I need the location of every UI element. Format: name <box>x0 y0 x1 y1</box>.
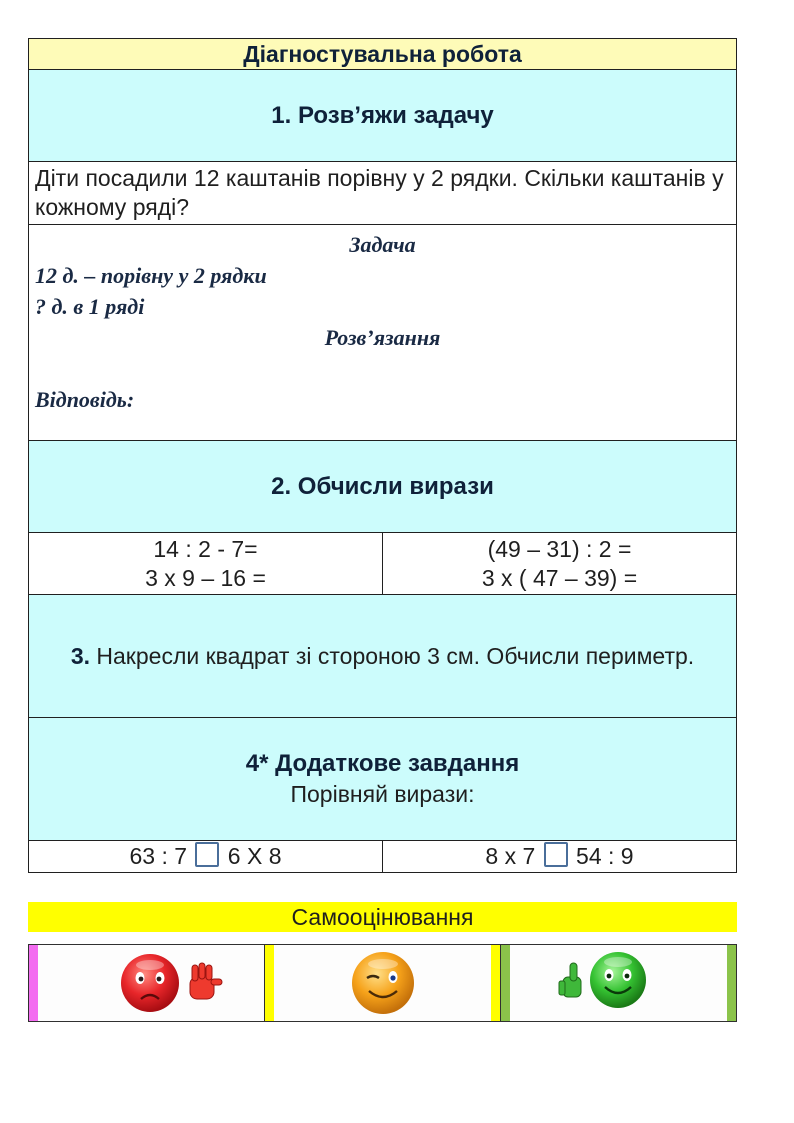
condition-line-2: ? д. в 1 ряді <box>35 294 145 319</box>
task1-solution-area[interactable] <box>28 225 737 441</box>
task4-subtitle: Порівняй вирази: <box>290 781 475 807</box>
happy-face-icon <box>501 945 736 1021</box>
solution-title: Розв’язання <box>324 325 441 350</box>
expression: 8 х 7 <box>485 843 536 869</box>
stop-hand-icon <box>29 945 264 1021</box>
expression: 14 : 2 - 7= <box>153 536 258 562</box>
task3-text-block <box>71 641 694 672</box>
solution-blank <box>35 353 730 384</box>
expression: 63 : 7 <box>129 843 188 869</box>
task3-text: Накресли квадрат зі стороною 3 см. Обчисли периметр. <box>96 642 695 669</box>
comparison-left <box>29 841 382 872</box>
answer-label: Відповідь: <box>35 387 135 412</box>
task3-number: 3. <box>70 642 90 669</box>
self-assessment-option-neutral[interactable] <box>264 945 500 1021</box>
task2-expressions <box>28 533 737 595</box>
expression: 6 Х 8 <box>227 843 282 869</box>
task4-heading: 4* Додаткове завдання <box>245 750 520 777</box>
expression: 3 х 9 – 16 = <box>145 565 266 591</box>
expression: 3 х ( 47 – 39) = <box>481 565 638 591</box>
worksheet <box>28 38 737 873</box>
expression: (49 – 31) : 2 = <box>487 536 632 562</box>
expressions-left <box>29 533 382 594</box>
worksheet-title: Діагностувальна робота <box>28 38 737 70</box>
self-assessment-option-sad[interactable] <box>29 945 264 1021</box>
task4 <box>28 718 737 841</box>
task2-heading: 2. Обчисли вирази <box>28 441 737 533</box>
comparison-right <box>382 841 736 872</box>
self-assessment-faces <box>28 944 737 1022</box>
condition-line-1: 12 д. – порівну у 2 рядки <box>35 263 267 288</box>
expressions-right <box>382 533 736 594</box>
task3 <box>28 595 737 718</box>
condition-title: Задача <box>349 232 416 257</box>
expression: 54 : 9 <box>576 843 634 869</box>
task4-comparisons <box>28 841 737 873</box>
task1-heading: 1. Розв’яжи задачу <box>28 70 737 162</box>
comparison-box[interactable] <box>195 842 219 867</box>
self-assessment-title: Самооцінювання <box>28 902 737 932</box>
comparison-box[interactable] <box>544 842 568 867</box>
self-assessment-option-happy[interactable] <box>500 945 736 1021</box>
wink-face-icon <box>265 945 500 1021</box>
task1-problem: Діти посадили 12 каштанів порівну у 2 рядки. Скільки каштанів у кожному ряді? <box>28 162 737 225</box>
